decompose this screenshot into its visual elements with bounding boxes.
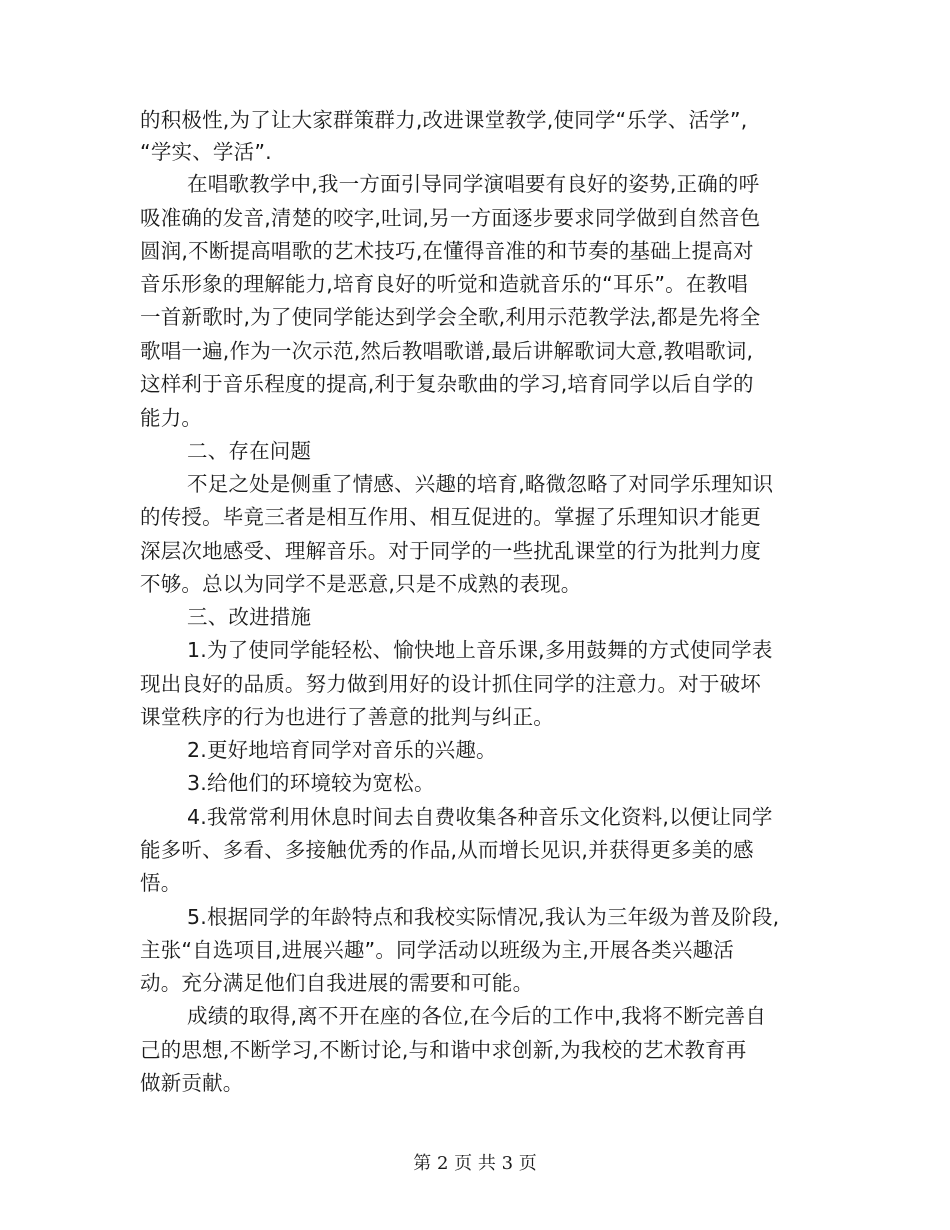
list-item-first-line: 4.我常常利用休息时间去自费收集各种音乐文化资料,以便让同学: [187, 805, 773, 829]
text-line: 的传授。毕竟三者是相互作用、相互促进的。掌握了乐理知识才能更: [140, 505, 761, 529]
paragraph-first-line: 在唱歌教学中,我一方面引导同学演唱要有良好的姿势,正确的呼: [187, 172, 760, 196]
list-item-first-line: 5.根据同学的年龄特点和我校实际情况,我认为三年级为普及阶段,: [187, 905, 780, 929]
text-line: 能多听、多看、多接触优秀的作品,从而增长见识,并获得更多美的感: [140, 838, 754, 862]
paragraph-first-line: 成绩的取得,离不开在座的各位,在今后的工作中,我将不断完善自: [187, 1004, 767, 1028]
text-line: 悟。: [140, 871, 182, 895]
text-line: 音乐形象的理解能力,培育良好的听觉和造就音乐的“耳乐”。在教唱: [140, 272, 748, 296]
text-line: 的积极性,为了让大家群策群力,改进课堂教学,使同学“乐学、活学”,: [140, 108, 748, 132]
text-line: 课堂秩序的行为也进行了善意的批判与纠正。: [140, 705, 554, 729]
text-line: 做新贡献。: [140, 1071, 244, 1095]
text-line: 主张“自选项目,进展兴趣”。同学活动以班级为主,开展各类兴趣活: [140, 938, 734, 962]
text-line: 现出良好的品质。努力做到用好的设计抓住同学的注意力。对于破坏: [140, 672, 761, 696]
list-item-first-line: 1.为了使同学能轻松、愉快地上音乐课,多用鼓舞的方式使同学表: [187, 638, 773, 662]
paragraph-first-line: 不足之处是侧重了情感、兴趣的培育,略微忽略了对同学乐理知识: [187, 472, 774, 496]
text-line: 圆润,不断提高唱歌的艺术技巧,在懂得音准的和节奏的基础上提高对: [140, 239, 754, 263]
list-item-first-line: 2.更好地培育同学对音乐的兴趣。: [187, 738, 497, 762]
text-line: 能力。: [140, 406, 203, 430]
text-line: 这样利于音乐程度的提高,利于复杂歌曲的学习,培育同学以后自学的: [140, 372, 754, 396]
text-line: 吸准确的发音,清楚的咬字,吐词,另一方面逐步要求同学做到自然音色: [140, 206, 761, 230]
text-line: 歌唱一遍,作为一次示范,然后教唱歌谱,最后讲解歌词大意,教唱歌词,: [140, 339, 754, 363]
section-heading: 二、存在问题: [187, 439, 312, 463]
list-item-first-line: 3.给他们的环境较为宽松。: [187, 771, 435, 795]
text-line: 不够。总以为同学不是恶意,只是不成熟的表现。: [140, 572, 582, 596]
section-heading: 三、改进措施: [187, 605, 312, 629]
text-line: 动。充分满足他们自我进展的需要和可能。: [140, 971, 534, 995]
text-line: 一首新歌时,为了使同学能达到学会全歌,利用示范教学法,都是先将全: [140, 305, 761, 329]
page-number-footer: 第 2 页 共 3 页: [413, 1153, 537, 1174]
text-line: “学实、学活”.: [140, 140, 272, 164]
text-line: 深层次地感受、理解音乐。对于同学的一些扰乱课堂的行为批判力度: [140, 539, 761, 563]
text-line: 己的思想,不断学习,不断讨论,与和谐中求创新,为我校的艺术教育再: [140, 1038, 747, 1062]
